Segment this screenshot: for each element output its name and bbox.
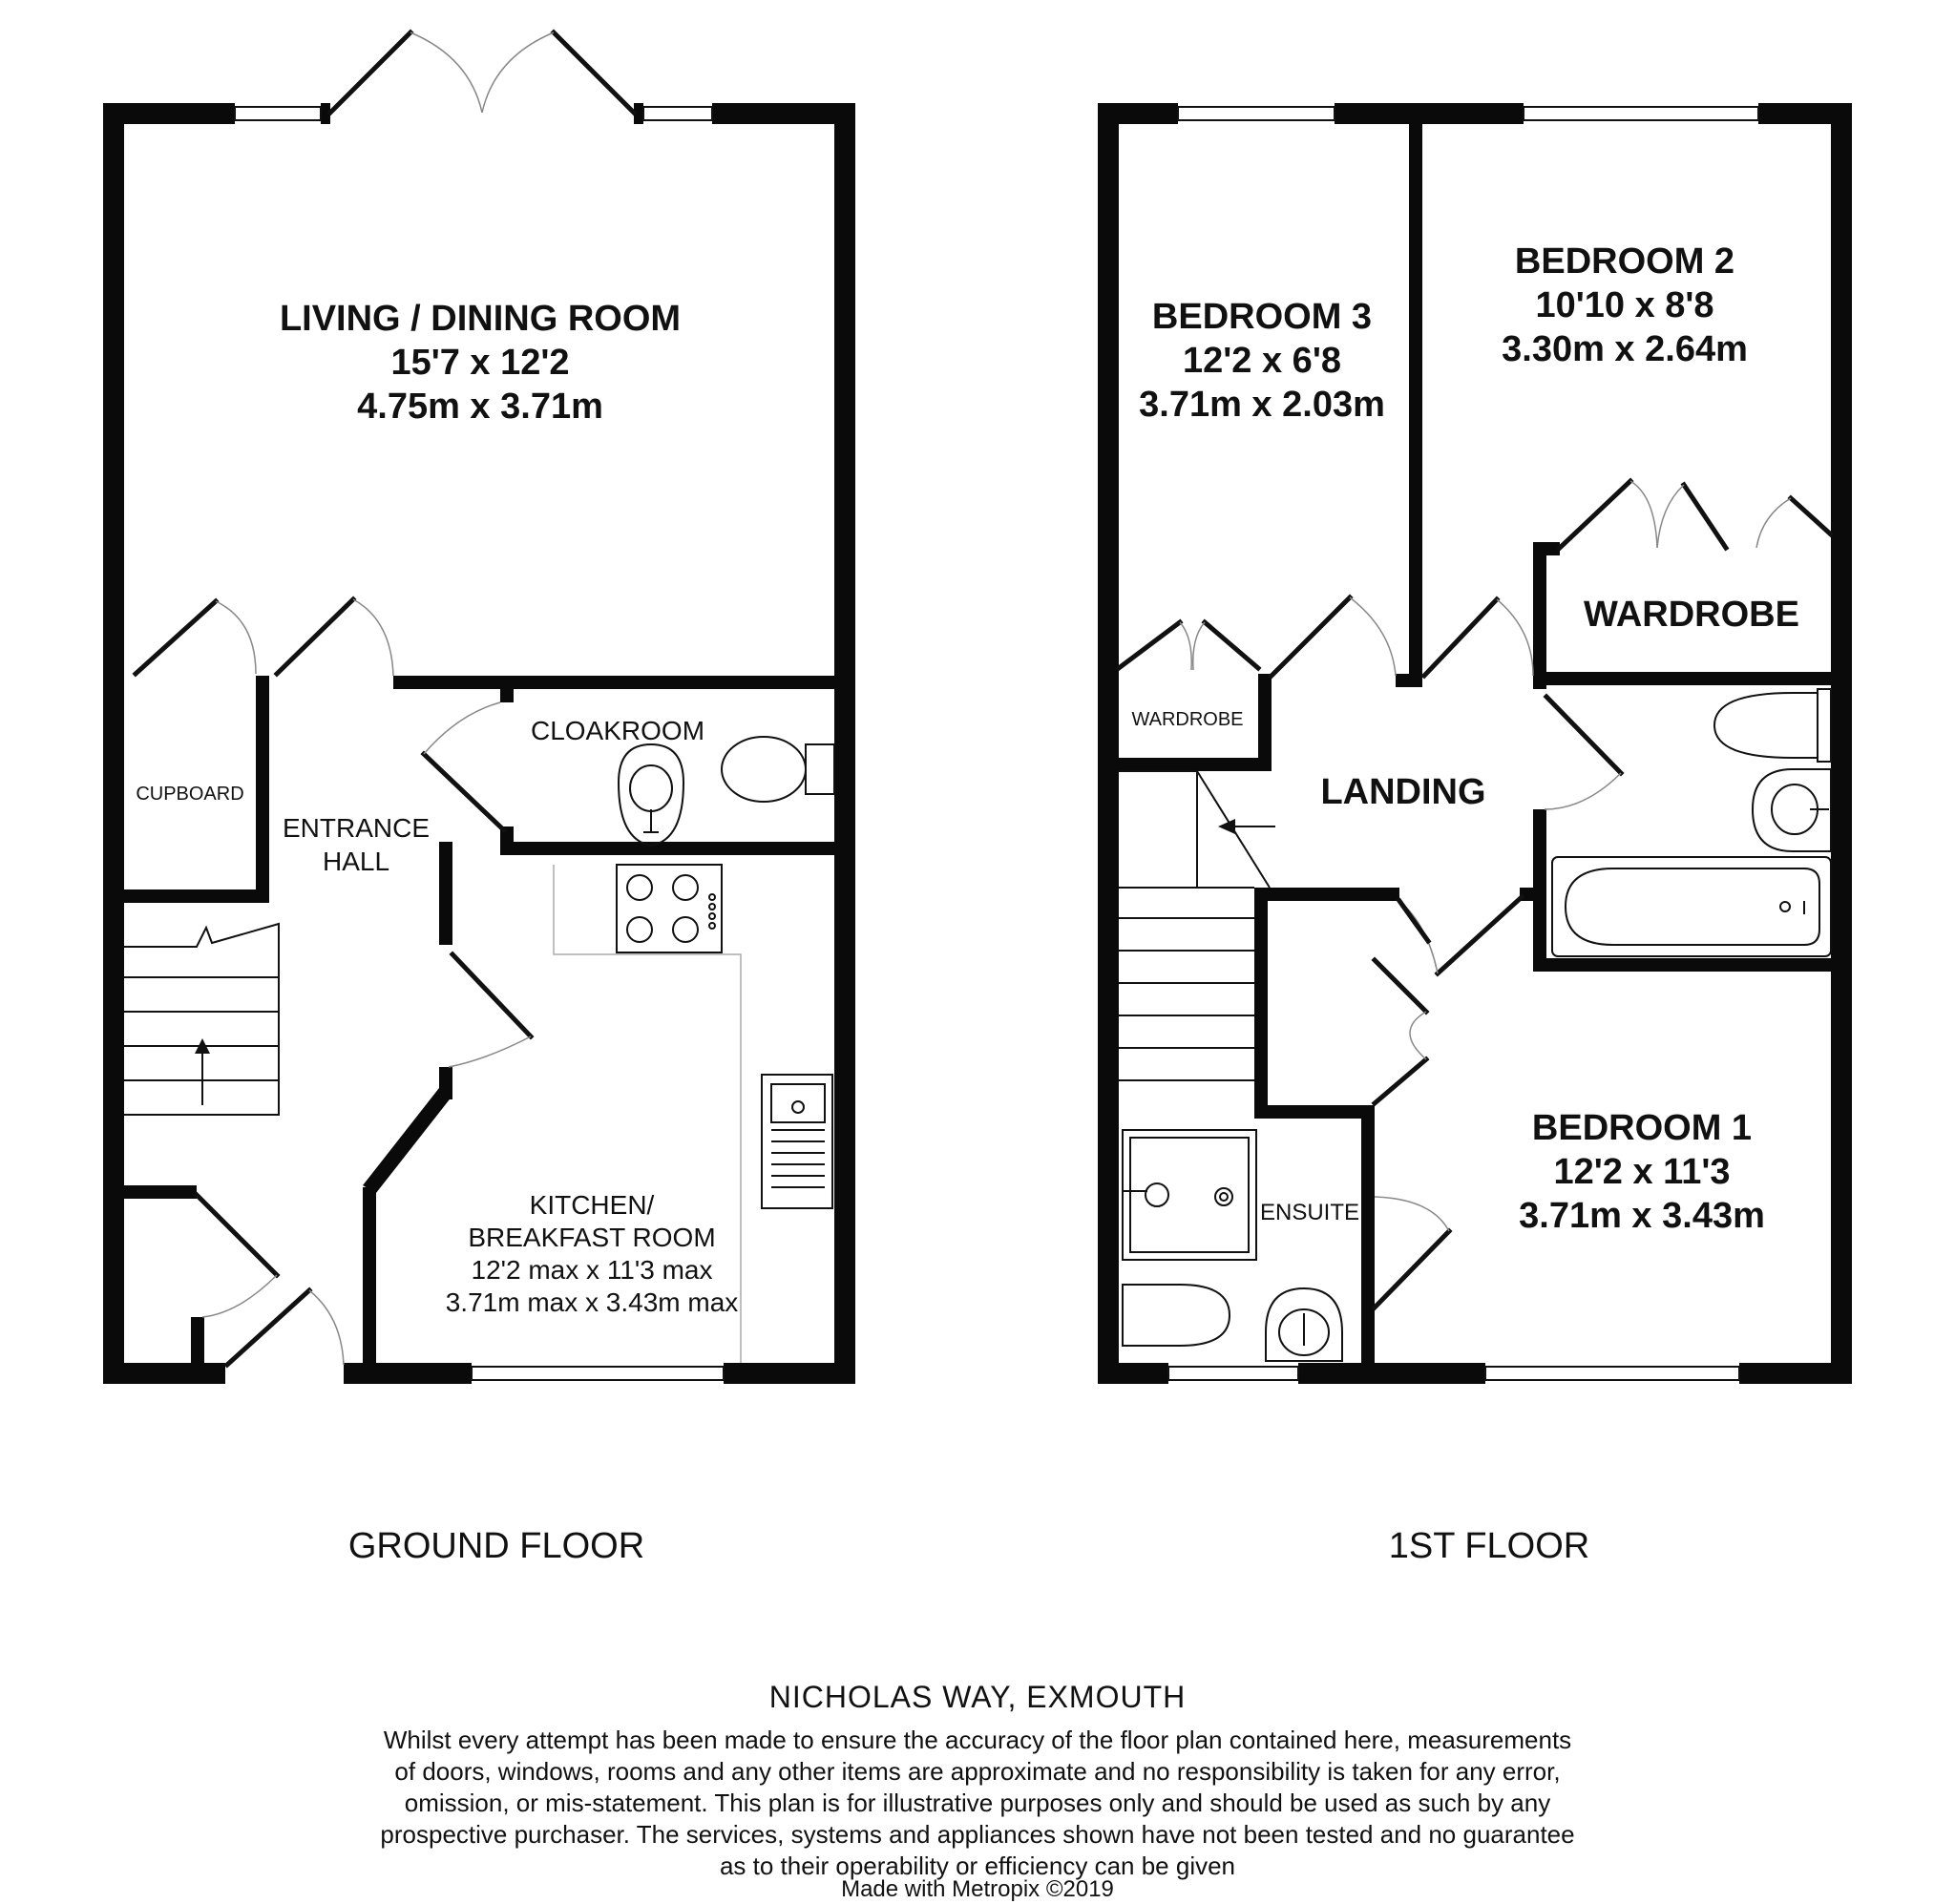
landing-label: LANDING (1320, 772, 1486, 812)
bedroom-3-name: BEDROOM 3 (1151, 297, 1373, 337)
ground-floor-walls (103, 103, 855, 1384)
meter-cupboard-door (197, 1195, 277, 1275)
bedroom-2-name: BEDROOM 2 (1514, 241, 1735, 282)
first-floor-label: 1ST FLOOR (1388, 1526, 1590, 1566)
property-address: NICHOLAS WAY, EXMOUTH (768, 1680, 1187, 1714)
bedroom-3-wardrobe-label: WARDROBE (1131, 709, 1244, 730)
first-floor-stairs (1119, 771, 1275, 1080)
bedroom-2-metric: 3.30m x 2.64m (1502, 329, 1748, 369)
ensuite-fittings (1123, 1130, 1342, 1361)
toilet (1714, 693, 1818, 758)
ground-floor-label: GROUND FLOOR (347, 1526, 645, 1566)
entrance-hall-label-1: ENTRANCE (282, 813, 431, 843)
cloakroom-door (424, 754, 504, 830)
window (643, 107, 712, 120)
window (1178, 107, 1335, 120)
bedroom-1-imperial: 12'2 x 11'3 (1553, 1152, 1731, 1192)
disclaimer-line-3: omission, or mis-statement. This plan is for illustrative purposes only and should be used as such by any (404, 1789, 1551, 1817)
bathroom-fittings (1552, 689, 1831, 956)
kitchen-door (452, 954, 531, 1036)
living-room-metric: 4.75m x 3.71m (357, 387, 603, 427)
cloakroom-fittings (619, 737, 834, 846)
kitchen-name-2: BREAKFAST ROOM (468, 1223, 716, 1252)
kitchen-imperial: 12'2 max x 11'3 max (471, 1255, 713, 1285)
kitchen-metric: 3.71m max x 3.43m max (445, 1287, 739, 1317)
entrance-hall-label-2: HALL (322, 847, 390, 876)
front-door (227, 1290, 309, 1365)
window (1168, 1367, 1298, 1380)
shower (1123, 1130, 1256, 1260)
disclaimer-line-2: of doors, windows, rooms and any other items are approximate and no responsibility is taken for any error, (394, 1757, 1561, 1786)
toilet (1123, 1285, 1230, 1346)
living-room-door (277, 599, 353, 674)
first-floor-plan (1098, 103, 1852, 1566)
disclaimer-line-1: Whilst every attempt has been made to ensure the accuracy of the floor plan contained here, measurements (383, 1726, 1572, 1754)
window (235, 107, 321, 120)
ground-floor-plan (103, 32, 855, 1566)
french-door-left (330, 32, 410, 113)
disclaimer-line-4: prospective purchaser. The services, systems and appliances shown have not been tested and no guarantee (380, 1820, 1575, 1849)
cupboard-label: CUPBOARD (136, 784, 244, 805)
bedroom-2-imperial: 10'10 x 8'8 (1535, 285, 1714, 325)
ensuite-label: ENSUITE (1259, 1200, 1360, 1225)
window (1485, 1367, 1739, 1380)
bedroom-1-metric: 3.71m x 3.43m (1519, 1196, 1765, 1236)
disclaimer-line-5: as to their operability or efficiency can be given (719, 1852, 1236, 1880)
window (472, 1367, 724, 1380)
bedroom-3-imperial: 12'2 x 6'8 (1183, 341, 1341, 381)
metropix-credit: Made with Metropix ©2019 (841, 1876, 1114, 1902)
living-room-imperial: 15'7 x 12'2 (390, 343, 570, 383)
bedroom-3-metric: 3.71m x 2.03m (1139, 385, 1385, 425)
window (1524, 107, 1758, 120)
bedroom-2-wardrobe-label: WARDROBE (1584, 595, 1799, 635)
cupboard-door (136, 601, 216, 674)
ground-floor-stairs (124, 924, 279, 1115)
first-floor-walls (1098, 103, 1852, 1384)
cloakroom-label: CLOAKROOM (530, 716, 705, 745)
bedroom-1-name: BEDROOM 1 (1531, 1108, 1753, 1148)
living-room-name: LIVING / DINING ROOM (279, 299, 682, 339)
toilet (722, 737, 806, 802)
kitchen-name-1: KITCHEN/ (529, 1190, 655, 1220)
french-door-right (554, 32, 634, 113)
